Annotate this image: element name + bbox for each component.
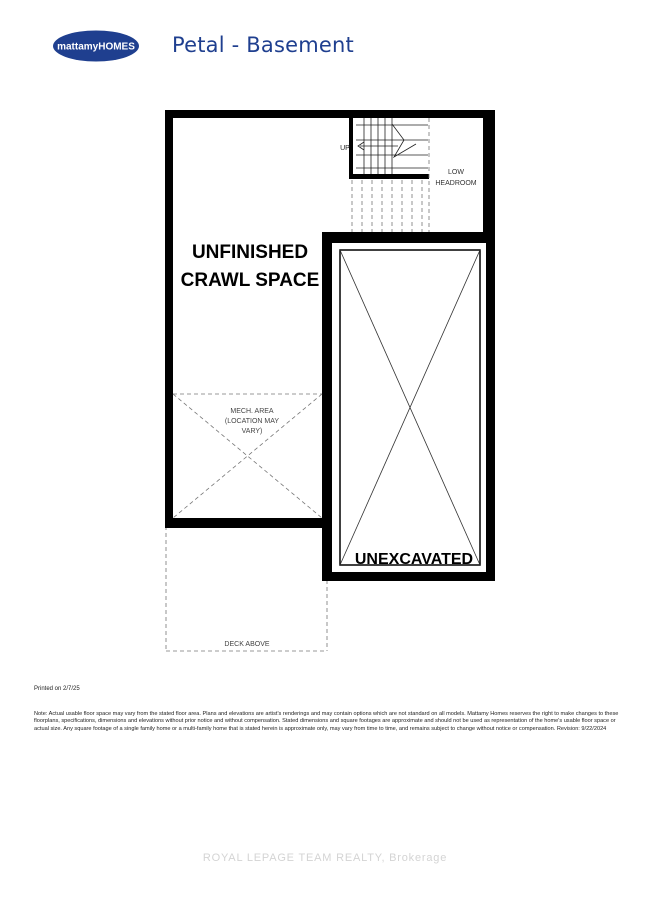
low-headroom-label-line1: LOW <box>448 169 464 176</box>
logo-text: mattamyHOMES <box>57 41 135 53</box>
brokerage-watermark: ROYAL LEPAGE TEAM REALTY, Brokerage <box>202 852 448 864</box>
crawl-space-label-line1: UNFINISHED <box>191 242 309 263</box>
mech-area-label-line2: (LOCATION MAY <box>224 418 280 425</box>
crawl-space-label-line2: CRAWL SPACE <box>180 270 320 291</box>
stairs <box>356 118 428 174</box>
deck-outline <box>166 526 327 651</box>
unexcavated-label: UNEXCAVATED <box>354 551 474 568</box>
unexcavated-room <box>340 250 480 565</box>
low-headroom-label-line2: HEADROOM <box>435 180 477 187</box>
deck-above-label: DECK ABOVE <box>224 641 270 648</box>
mech-area-label-line1: MECH. AREA <box>230 408 274 415</box>
stair-up-label: UP <box>340 145 350 152</box>
disclaimer-note: Note: Actual usable floor space may vary from the stated floor area. Plans and elevations are artist's renderings and may contain options which are not standard on all models. Mattamy Homes reserves the right to make changes to these floorplans, specifications, dimensions and elevations without prior notice and without compensation. Stated dimensions and square footages are approximate and should not be used as representation of the home's usable floor space or actual size. Any square footage of a single family home or a multi-family home that is stated herein is approximate only, may vary from time to time, and remains subject to change without notice or compensation. Revision: 9/22/2024 <box>34 711 619 732</box>
page-title: Petal - Basement <box>172 33 354 57</box>
mech-area-label-line3: VARY) <box>241 428 263 435</box>
printed-date: Printed on 2/7/25 <box>34 686 80 692</box>
